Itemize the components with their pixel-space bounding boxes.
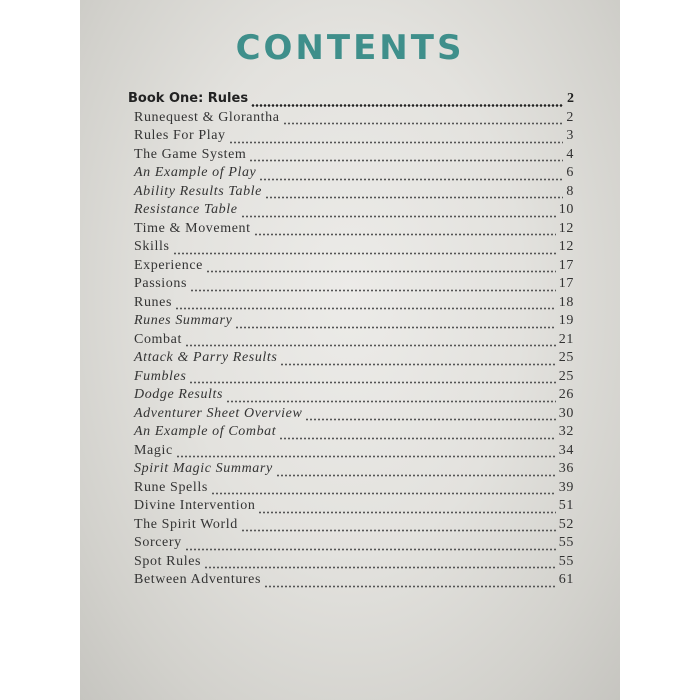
- toc-page-number: 52: [558, 516, 574, 532]
- toc-page-number: 55: [558, 553, 574, 569]
- toc-entry-label: Magic: [134, 442, 173, 458]
- dot-leader: [229, 141, 563, 144]
- toc-entry: [128, 202, 574, 221]
- dot-leader: [175, 307, 556, 310]
- table-of-contents: [128, 91, 574, 591]
- toc-entry-label: Spirit Magic Summary: [134, 461, 273, 476]
- toc-page-number: 8: [566, 183, 574, 199]
- dot-leader: [265, 196, 563, 199]
- toc-entry-label: Sorcery: [134, 535, 182, 550]
- toc-entry: [128, 313, 574, 332]
- toc-page-number: 18: [558, 294, 574, 310]
- toc-page-number: 32: [558, 424, 574, 439]
- toc-entry-label: Passions: [134, 276, 188, 291]
- dot-leader: [211, 492, 556, 495]
- dot-leader: [185, 548, 556, 551]
- toc-entry-label: Resistance Table: [134, 202, 238, 217]
- dot-leader: [280, 363, 555, 366]
- toc-entry-label: Spot Rules: [134, 553, 202, 569]
- toc-page-number: 6: [566, 165, 574, 180]
- dot-leader: [206, 270, 556, 273]
- toc-entry: [128, 165, 574, 184]
- toc-page-number: 17: [558, 276, 574, 291]
- dot-leader: [254, 233, 556, 236]
- toc-entry-label: Attack & Parry Results: [134, 350, 278, 365]
- toc-page-number: 25: [558, 350, 574, 365]
- toc-entry-label: Time & Movement: [134, 220, 251, 236]
- toc-entry-label: Skills: [134, 239, 170, 254]
- page-title: CONTENTS: [235, 28, 465, 68]
- toc-entry-label: Rune Spells: [134, 479, 208, 495]
- toc-entry: [128, 110, 574, 129]
- toc-entry-label: Divine Intervention: [134, 498, 256, 513]
- toc-page-number: 10: [558, 202, 574, 217]
- toc-page-number: 3: [566, 128, 574, 143]
- toc-entry: [128, 480, 574, 499]
- book-page: [80, 0, 620, 700]
- dot-leader: [276, 474, 556, 477]
- toc-page-number: 26: [558, 387, 574, 402]
- toc-entry-label: An Example of Play: [134, 165, 257, 180]
- toc-entry-label: Runes: [134, 294, 172, 310]
- toc-page-number: 36: [558, 461, 574, 476]
- dot-leader: [259, 178, 563, 181]
- dot-leader: [264, 585, 556, 588]
- toc-entry: [128, 517, 574, 536]
- toc-entry: [128, 443, 574, 462]
- toc-entry-label: Combat: [134, 331, 182, 347]
- dot-leader: [258, 511, 555, 514]
- dot-leader: [251, 104, 563, 107]
- toc-entry: [128, 239, 574, 258]
- toc-entry-label: Rules For Play: [134, 128, 226, 143]
- toc-entry-label: Fumbles: [134, 368, 187, 384]
- toc-entry-label: Runequest & Glorantha: [134, 109, 280, 125]
- toc-page-number: 2: [567, 91, 574, 106]
- toc-entry: [128, 258, 574, 277]
- toc-page-number: 30: [558, 405, 574, 421]
- toc-entry: [128, 295, 574, 314]
- toc-page-number: 12: [558, 239, 574, 254]
- toc-page-number: 4: [566, 146, 574, 162]
- dot-leader: [176, 455, 556, 458]
- toc-page-number: 25: [558, 368, 574, 384]
- toc-entry: [128, 184, 574, 203]
- toc-entry-label: Dodge Results: [134, 387, 224, 402]
- dot-leader: [283, 122, 563, 125]
- toc-page-number: 12: [558, 220, 574, 236]
- toc-entry-label: An Example of Combat: [134, 424, 277, 439]
- toc-page-number: 34: [558, 442, 574, 458]
- dot-leader: [173, 252, 556, 255]
- dot-leader: [204, 566, 556, 569]
- dot-leader: [241, 215, 556, 218]
- toc-entry: [128, 535, 574, 554]
- toc-entry-label: Runes Summary: [134, 313, 233, 328]
- toc-entry-label: The Spirit World: [134, 516, 238, 532]
- toc-entry-label: Between Adventures: [134, 572, 262, 587]
- toc-entry: [128, 369, 574, 388]
- dot-leader: [279, 437, 556, 440]
- dot-leader: [189, 381, 555, 384]
- dot-leader: [185, 344, 556, 347]
- toc-page-number: 2: [566, 109, 574, 125]
- toc-entry: [128, 554, 574, 573]
- toc-entry: [128, 498, 574, 517]
- toc-entry: [128, 406, 574, 425]
- toc-entry: [128, 424, 574, 443]
- toc-page-number: 17: [558, 257, 574, 273]
- toc-entry-label: The Game System: [134, 146, 247, 162]
- toc-entry: [128, 350, 574, 369]
- toc-entry: [128, 387, 574, 406]
- dot-leader: [249, 159, 563, 162]
- toc-page-number: 51: [558, 498, 574, 513]
- toc-page-number: 21: [558, 331, 574, 347]
- toc-entry-label: Book One: Rules: [128, 91, 249, 106]
- dot-leader: [190, 289, 556, 292]
- toc-entry: [128, 128, 574, 147]
- toc-page-number: 61: [558, 572, 574, 587]
- toc-section-heading: [128, 91, 574, 110]
- dot-leader: [241, 529, 556, 532]
- toc-page-number: 19: [558, 313, 574, 328]
- dot-leader: [235, 326, 555, 329]
- toc-entry: [128, 221, 574, 240]
- toc-entry-label: Ability Results Table: [134, 183, 262, 199]
- toc-entry: [128, 332, 574, 351]
- toc-entry: [128, 147, 574, 166]
- toc-entry: [128, 276, 574, 295]
- toc-entry: [128, 461, 574, 480]
- toc-entry-label: Experience: [134, 257, 203, 273]
- toc-entry: [128, 572, 574, 591]
- toc-page-number: 55: [558, 535, 574, 550]
- dot-leader: [305, 418, 555, 421]
- toc-page-number: 39: [558, 479, 574, 495]
- dot-leader: [226, 400, 556, 403]
- toc-entry-label: Adventurer Sheet Overview: [134, 405, 303, 421]
